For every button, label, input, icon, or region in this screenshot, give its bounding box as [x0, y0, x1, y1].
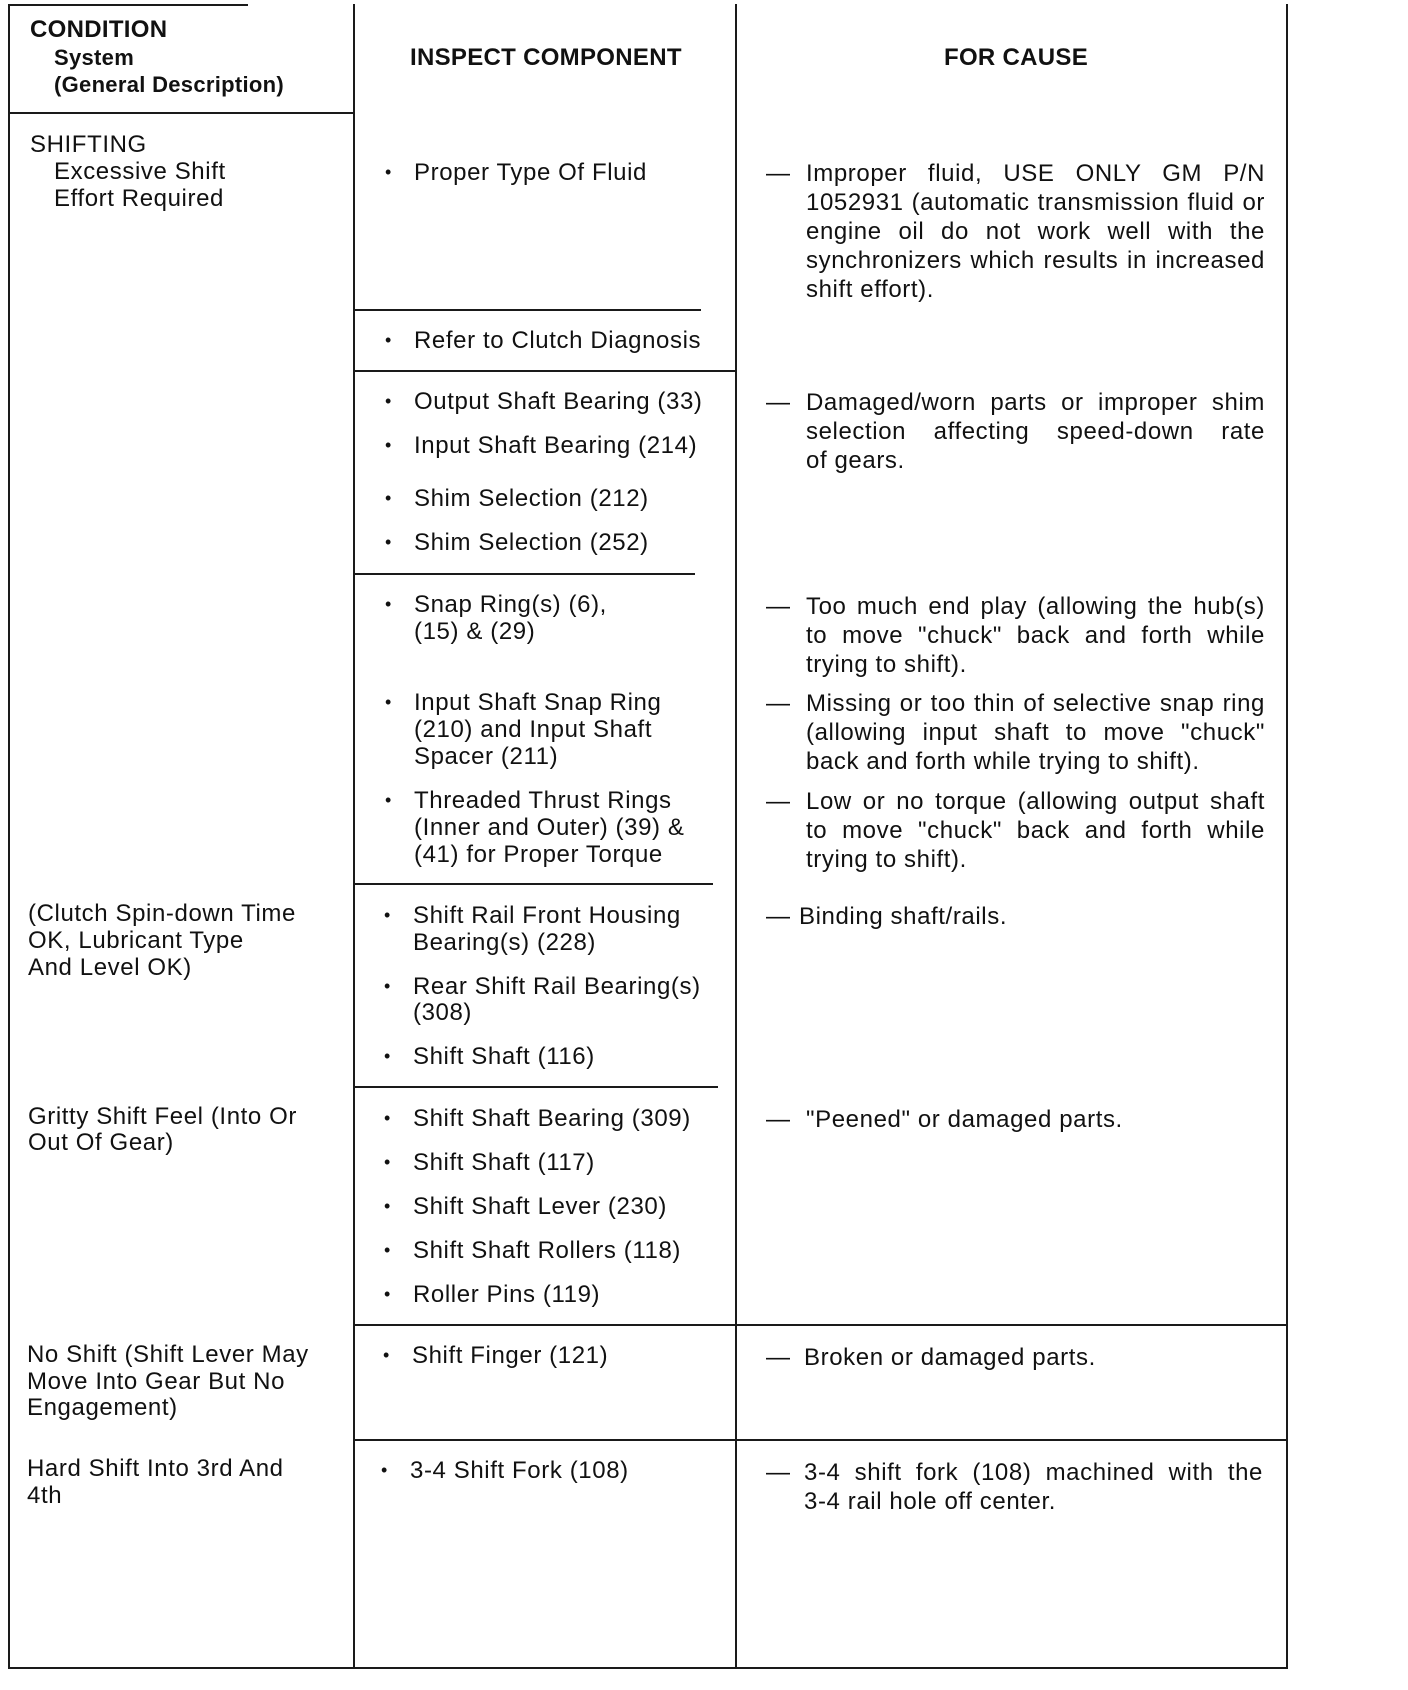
col-divider-2 [735, 4, 737, 1669]
bullet: • [385, 532, 392, 552]
component-input-snap-ring-3: Spacer (211) [414, 743, 559, 770]
component-thrust-rings-3: (41) for Proper Torque [414, 841, 663, 868]
bullet: • [384, 1108, 391, 1128]
left-border [8, 4, 10, 1669]
right-border [1286, 4, 1288, 1669]
component-rear-shift-rail: Rear Shift Rail Bearing(s) [413, 973, 701, 1000]
dash: — [766, 690, 790, 717]
cause-binding: Binding shaft/rails. [799, 903, 1008, 930]
cause-line: 1052931 (automatic transmission fluid or [806, 189, 1265, 216]
bullet: • [384, 1284, 391, 1304]
cause-line: shift effort). [806, 276, 935, 303]
bullet: • [384, 976, 391, 996]
bottom-border [8, 1667, 1288, 1669]
row-rule [353, 1324, 1288, 1326]
condition-lubricant-type: OK, Lubricant Type [28, 927, 244, 954]
dash: — [766, 389, 790, 416]
cause-shift-fork [804, 1458, 1263, 1516]
condition-move-into-gear: Move Into Gear But No [27, 1368, 286, 1395]
bullet: • [384, 1196, 391, 1216]
condition-no-shift: No Shift (Shift Lever May [27, 1341, 309, 1368]
bullet: • [385, 162, 392, 182]
bullet: • [385, 594, 392, 614]
cause-line: trying to shift). [806, 846, 967, 873]
component-shift-fork: 3-4 Shift Fork (108) [410, 1457, 629, 1484]
component-shift-shaft-bearing: Shift Shaft Bearing (309) [413, 1105, 691, 1132]
component-thrust-rings-2: (Inner and Outer) (39) & [414, 814, 685, 841]
header-general-description: (General Description) [54, 72, 285, 97]
bullet: • [383, 1345, 390, 1365]
bullet: • [385, 692, 392, 712]
cause-line: 3-4 rail hole off center. [804, 1488, 1057, 1515]
cause-peened: "Peened" or damaged parts. [806, 1106, 1123, 1133]
component-shift-shaft-117: Shift Shaft (117) [413, 1149, 595, 1176]
component-snap-rings-2: (15) & (29) [414, 618, 536, 645]
top-border [8, 4, 248, 6]
component-shift-shaft-rollers: Shift Shaft Rollers (118) [413, 1237, 681, 1264]
cause-end-play [806, 592, 1265, 679]
cause-line: (allowing input shaft to move "chuck" [806, 719, 1265, 746]
cause-line: to move "chuck" back and forth while [806, 622, 1265, 649]
component-rear-shift-rail-2: (308) [413, 999, 473, 1026]
condition-gritty-shift: Gritty Shift Feel (Into Or [28, 1103, 297, 1130]
cause-line: 3-4 shift fork (108) machined with the [804, 1459, 1263, 1486]
cause-line: Missing or too thin of selective snap ring [806, 690, 1265, 717]
cause-broken: Broken or damaged parts. [804, 1344, 1096, 1371]
dash: — [766, 593, 790, 620]
component-thrust-rings: Threaded Thrust Rings [414, 787, 672, 814]
cause-line: Too much end play (allowing the hub(s) [806, 593, 1265, 620]
cause-line: selection affecting speed-down rate [806, 418, 1265, 445]
bullet: • [385, 435, 392, 455]
component-fluid: Proper Type Of Fluid [414, 159, 647, 186]
bullet: • [384, 905, 391, 925]
row-rule [353, 1086, 718, 1088]
component-input-snap-ring-2: (210) and Input Shaft [414, 716, 653, 743]
bullet: • [385, 790, 392, 810]
component-shim-252: Shim Selection (252) [414, 529, 649, 556]
header-bottom-rule [8, 112, 355, 114]
condition-4th: 4th [27, 1482, 63, 1509]
cause-line: synchronizers which results in increased [806, 247, 1265, 274]
condition-clutch-spin-down: (Clutch Spin-down Time [28, 900, 296, 927]
bullet: • [381, 1460, 388, 1480]
dash: — [766, 903, 790, 930]
dash: — [766, 1344, 790, 1371]
bullet: • [384, 1046, 391, 1066]
condition-level-ok: And Level OK) [28, 954, 192, 981]
component-clutch-diagnosis: Refer to Clutch Diagnosis [414, 327, 702, 354]
dash: — [766, 1106, 790, 1133]
component-input-snap-ring: Input Shaft Snap Ring [414, 689, 662, 716]
cause-snap-ring [806, 689, 1265, 776]
header-condition: CONDITION [30, 16, 168, 43]
component-shift-finger: Shift Finger (121) [412, 1342, 609, 1369]
cause-low-torque [806, 787, 1265, 874]
cause-improper-fluid [806, 159, 1265, 304]
cause-line: Damaged/worn parts or improper shim [806, 389, 1265, 416]
cause-line: trying to shift). [806, 651, 967, 678]
cause-line: engine oil do not work well with the [806, 218, 1265, 245]
component-shift-shaft-lever: Shift Shaft Lever (230) [413, 1193, 667, 1220]
cause-line: back and forth while trying to shift). [806, 748, 1200, 775]
header-inspect-component: INSPECT COMPONENT [410, 44, 682, 71]
dash: — [766, 1459, 790, 1486]
bullet: • [384, 1240, 391, 1260]
row-rule [353, 883, 713, 885]
condition-excessive-shift: Excessive Shift [54, 158, 226, 185]
cause-line: Improper fluid, USE ONLY GM P/N [806, 160, 1265, 187]
bullet: • [385, 330, 392, 350]
header-system: System [54, 45, 135, 70]
condition-engagement: Engagement) [27, 1394, 178, 1421]
bullet: • [384, 1152, 391, 1172]
cause-line: to move "chuck" back and forth while [806, 817, 1265, 844]
row-rule [353, 370, 735, 372]
component-shift-shaft-116: Shift Shaft (116) [413, 1043, 595, 1070]
bullet: • [385, 488, 392, 508]
component-output-shaft-bearing: Output Shaft Bearing (33) [414, 388, 703, 415]
condition-effort-required: Effort Required [54, 185, 224, 212]
dash: — [766, 160, 790, 187]
cause-line: of gears. [806, 447, 905, 474]
row-rule [353, 309, 701, 311]
condition-out-of-gear: Out Of Gear) [28, 1129, 174, 1156]
row-rule [353, 1439, 1288, 1441]
component-snap-rings: Snap Ring(s) (6), [414, 591, 607, 618]
dash: — [766, 788, 790, 815]
condition-shifting: SHIFTING [30, 131, 147, 158]
row-rule [353, 573, 695, 575]
col-divider-1 [353, 4, 355, 1669]
cause-line: Low or no torque (allowing output shaft [806, 788, 1265, 815]
header-for-cause: FOR CAUSE [944, 44, 1089, 71]
condition-hard-shift: Hard Shift Into 3rd And [27, 1455, 284, 1482]
component-shift-rail-front-2: Bearing(s) (228) [413, 929, 597, 956]
cause-damaged-worn [806, 388, 1265, 475]
component-shim-212: Shim Selection (212) [414, 485, 649, 512]
component-shift-rail-front: Shift Rail Front Housing [413, 902, 681, 929]
component-roller-pins: Roller Pins (119) [413, 1281, 601, 1308]
bullet: • [385, 391, 392, 411]
component-input-shaft-bearing: Input Shaft Bearing (214) [414, 432, 698, 459]
